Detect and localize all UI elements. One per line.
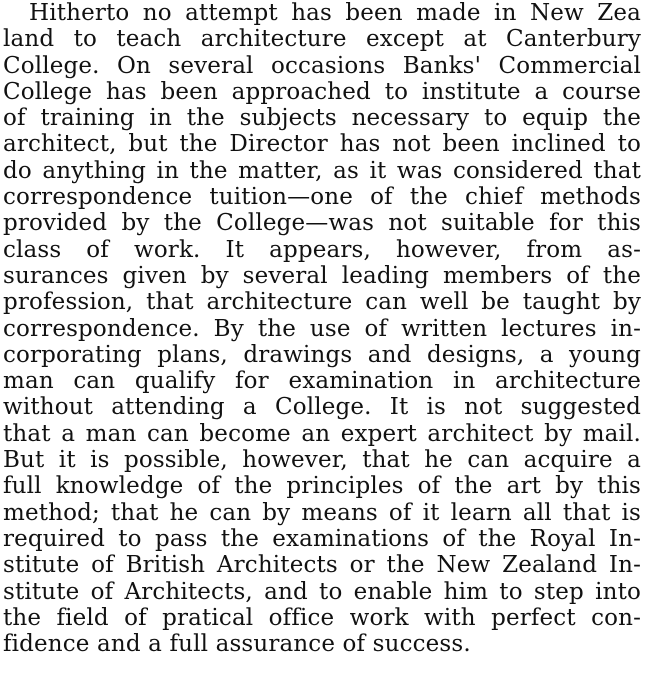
text-line: stitute of British Architects or the New Zealand In- bbox=[3, 552, 641, 579]
text-line: the field of pratical office work with perfect con- bbox=[3, 604, 641, 631]
text-line: do anything in the matter, as it was considered that bbox=[3, 157, 641, 184]
text-line: College has been approached to institute a course bbox=[3, 78, 641, 105]
text-line: of training in the subjects necessary to equip the bbox=[3, 105, 641, 132]
text-line: class of work. It appears, however, from as- bbox=[3, 236, 641, 263]
article-paragraph bbox=[3, 0, 641, 657]
text-line: profession, that architecture can well be taught by bbox=[3, 289, 641, 316]
text-line: Hitherto no attempt has been made in New Zea bbox=[29, 0, 641, 26]
text-line: land to teach architecture except at Canterbury bbox=[3, 26, 641, 53]
text-line: without attending a College. It is not suggested bbox=[3, 394, 641, 421]
text-line: required to pass the examinations of the Royal In- bbox=[3, 525, 641, 552]
text-line: corporating plans, drawings and designs, a young bbox=[3, 341, 641, 368]
text-line: fidence and a full assurance of success. bbox=[3, 631, 471, 658]
text-line: stitute of Architects, and to enable him to step into bbox=[3, 578, 641, 605]
text-line: correspondence. By the use of written lectures in- bbox=[3, 315, 641, 342]
text-line: that a man can become an expert architect by mail. bbox=[3, 420, 641, 447]
text-line: full knowledge of the principles of the art by this bbox=[3, 473, 641, 500]
text-line: architect, but the Director has not been inclined to bbox=[3, 131, 641, 158]
text-line: But it is possible, however, that he can acquire a bbox=[3, 447, 641, 474]
text-line: correspondence tuition—one of the chief methods bbox=[3, 184, 641, 211]
text-line: method; that he can by means of it learn all that is bbox=[3, 499, 641, 526]
text-line: provided by the College—was not suitable for this bbox=[3, 210, 641, 237]
text-line: College. On several occasions Banks' Commercial bbox=[3, 52, 641, 79]
text-line: man can qualify for examination in architecture bbox=[3, 368, 641, 395]
text-line: surances given by several leading members of the bbox=[3, 262, 641, 289]
